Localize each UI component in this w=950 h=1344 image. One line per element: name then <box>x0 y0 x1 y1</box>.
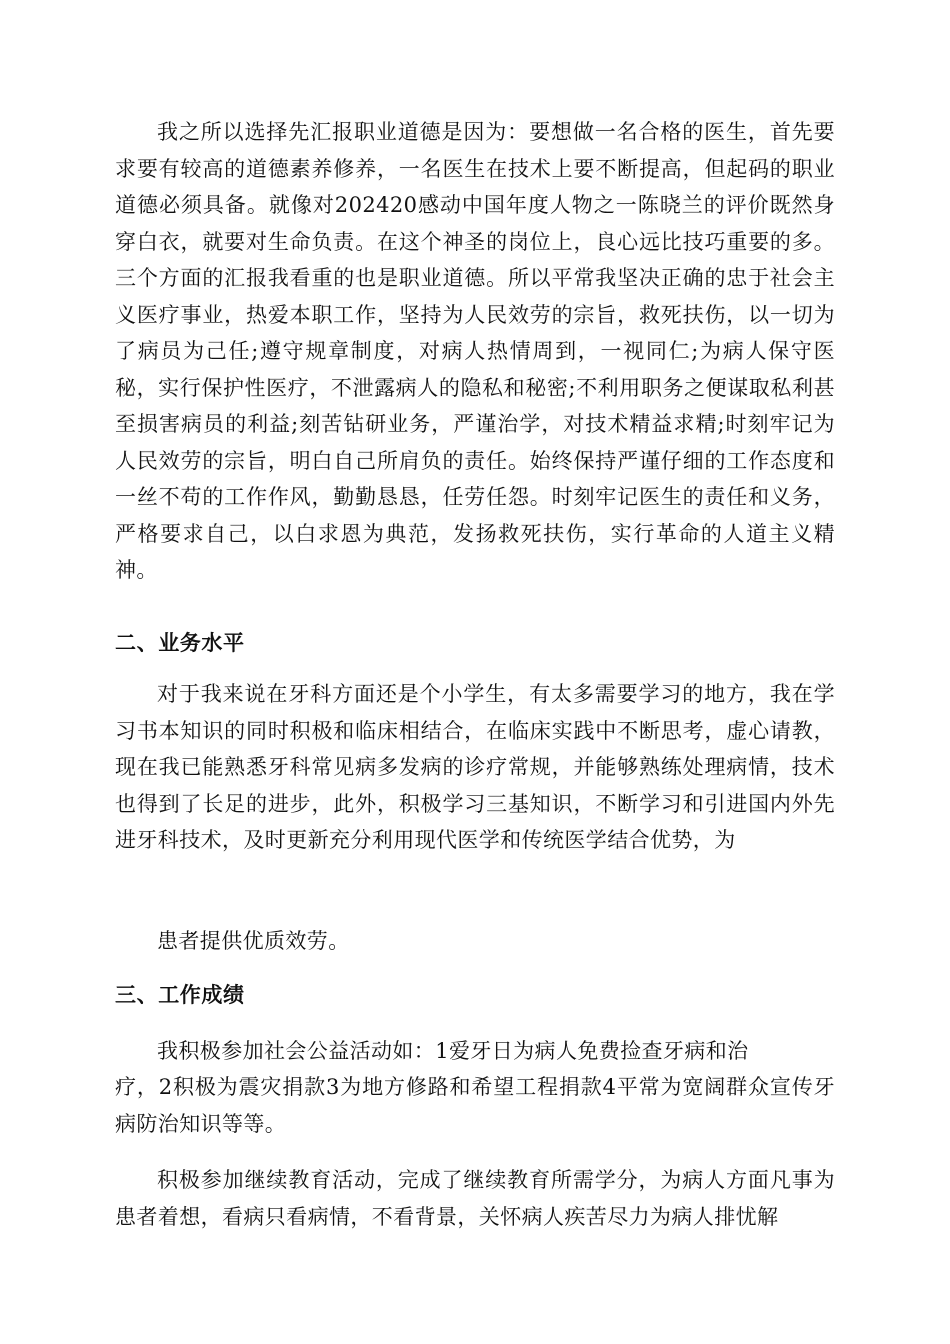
paragraph-business-level: 对于我来说在牙科方面还是个小学生，有太多需要学习的地方，我在学习书本知识的同时积极和临床相结合，在临床实践中不断思考，虚心请教，现在我已能熟悉牙科常见病多发病的诊疗常规，并能够熟练处理病情，技术也得到了长足的进步，此外，积极学习三基知识，不断学习和引进国内外先进牙科技术，及时更新充分利用现代医学和传统医学结合优势，为 <box>115 682 835 852</box>
section-heading-business-level: 二、业务水平 <box>115 631 245 655</box>
paragraph-public-welfare: 疗，2积极为震灾捐款3为地方修路和希望工程捐款4平常为宽阔群众宣传牙病防治知识等等。 <box>115 1075 835 1136</box>
paragraph-professional-ethics: 我之所以选择先汇报职业道德是因为：要想做一名合格的医生，首先要求要有较高的道德素养修养，一名医生在技术上要不断提高，但起码的职业道德必须具备。就像对202420感动中国年度人物之一陈晓兰的评价既然身穿白衣，就要对生命负责。在这个神圣的岗位上，良心远比技巧重要的多。三个方面的汇报我看重的也是职业道德。所以平常我坚决正确的忠于社会主义医疗事业，热爱本职工作，坚持为人民效劳的宗旨，救死扶伤，以一切为了病员为己任;遵守规章制度，对病人热情周到，一视同仁;为病人保守医秘，实行保护性医疗，不泄露病人的隐私和秘密;不利用职务之便谋取私利甚至损害病员的利益;刻苦钻研业务，严谨治学，对技术精益求精;时刻牢记为人民效劳的宗旨，明白自己所肩负的责任。始终保持严谨仔细的工作态度和一丝不苟的工作作风，勤勤恳恳，任劳任怨。时刻牢记医生的责任和义务，严格要求自己，以白求恩为典范，发扬救死扶伤，实行革命的人道主义精神。 <box>115 120 835 582</box>
paragraph-patient-service: 患者提供优质效劳。 <box>157 929 350 953</box>
section-heading-work-achievements: 三、工作成绩 <box>115 983 245 1007</box>
paragraph-public-welfare-first-line: 我积极参加社会公益活动如：1爱牙日为病人免费捡查牙病和治 <box>157 1039 749 1063</box>
paragraph-continuing-education: 积极参加继续教育活动，完成了继续教育所需学分，为病人方面凡事为患者着想，看病只看病情，不看背景，关怀病人疾苦尽力为病人排忧解 <box>115 1168 835 1229</box>
